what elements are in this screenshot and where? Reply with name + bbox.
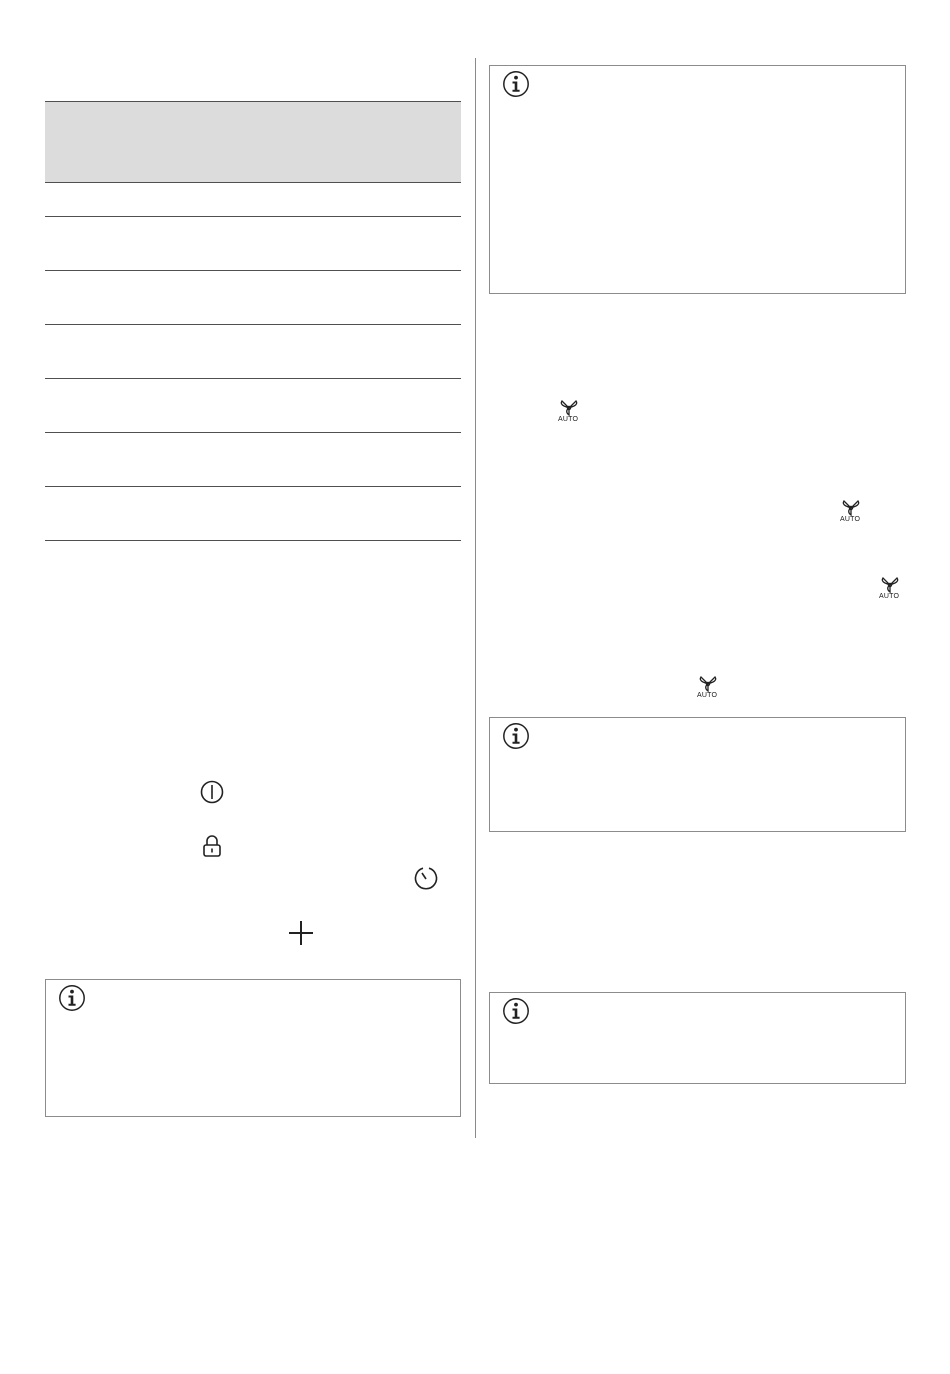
table-header — [45, 101, 461, 183]
auto-icon-label: AUTO — [840, 516, 861, 523]
info-icon — [502, 70, 530, 98]
auto-fan-icon — [696, 674, 720, 702]
info-box — [489, 717, 906, 832]
auto-icon-label: AUTO — [697, 692, 718, 699]
info-box — [489, 992, 906, 1084]
auto-fan-icon — [839, 498, 863, 526]
table-row — [45, 487, 461, 541]
info-box — [45, 979, 461, 1117]
table-row — [45, 433, 461, 487]
info-icon — [502, 722, 530, 750]
table-row — [45, 217, 461, 271]
plus-icon — [287, 919, 315, 947]
timer-icon — [412, 864, 440, 892]
table-row — [45, 325, 461, 379]
auto-icon-label: AUTO — [879, 593, 900, 600]
auto-fan-icon — [557, 398, 581, 426]
info-icon — [58, 984, 86, 1012]
table-row — [45, 379, 461, 433]
table-row — [45, 271, 461, 325]
power-icon — [199, 779, 225, 805]
info-icon — [502, 997, 530, 1025]
column-divider — [475, 58, 476, 1138]
table-row — [45, 183, 461, 217]
lock-icon — [201, 834, 223, 858]
data-table — [45, 101, 461, 541]
auto-fan-icon — [878, 575, 902, 603]
info-box — [489, 65, 906, 294]
auto-icon-label: AUTO — [558, 416, 579, 423]
